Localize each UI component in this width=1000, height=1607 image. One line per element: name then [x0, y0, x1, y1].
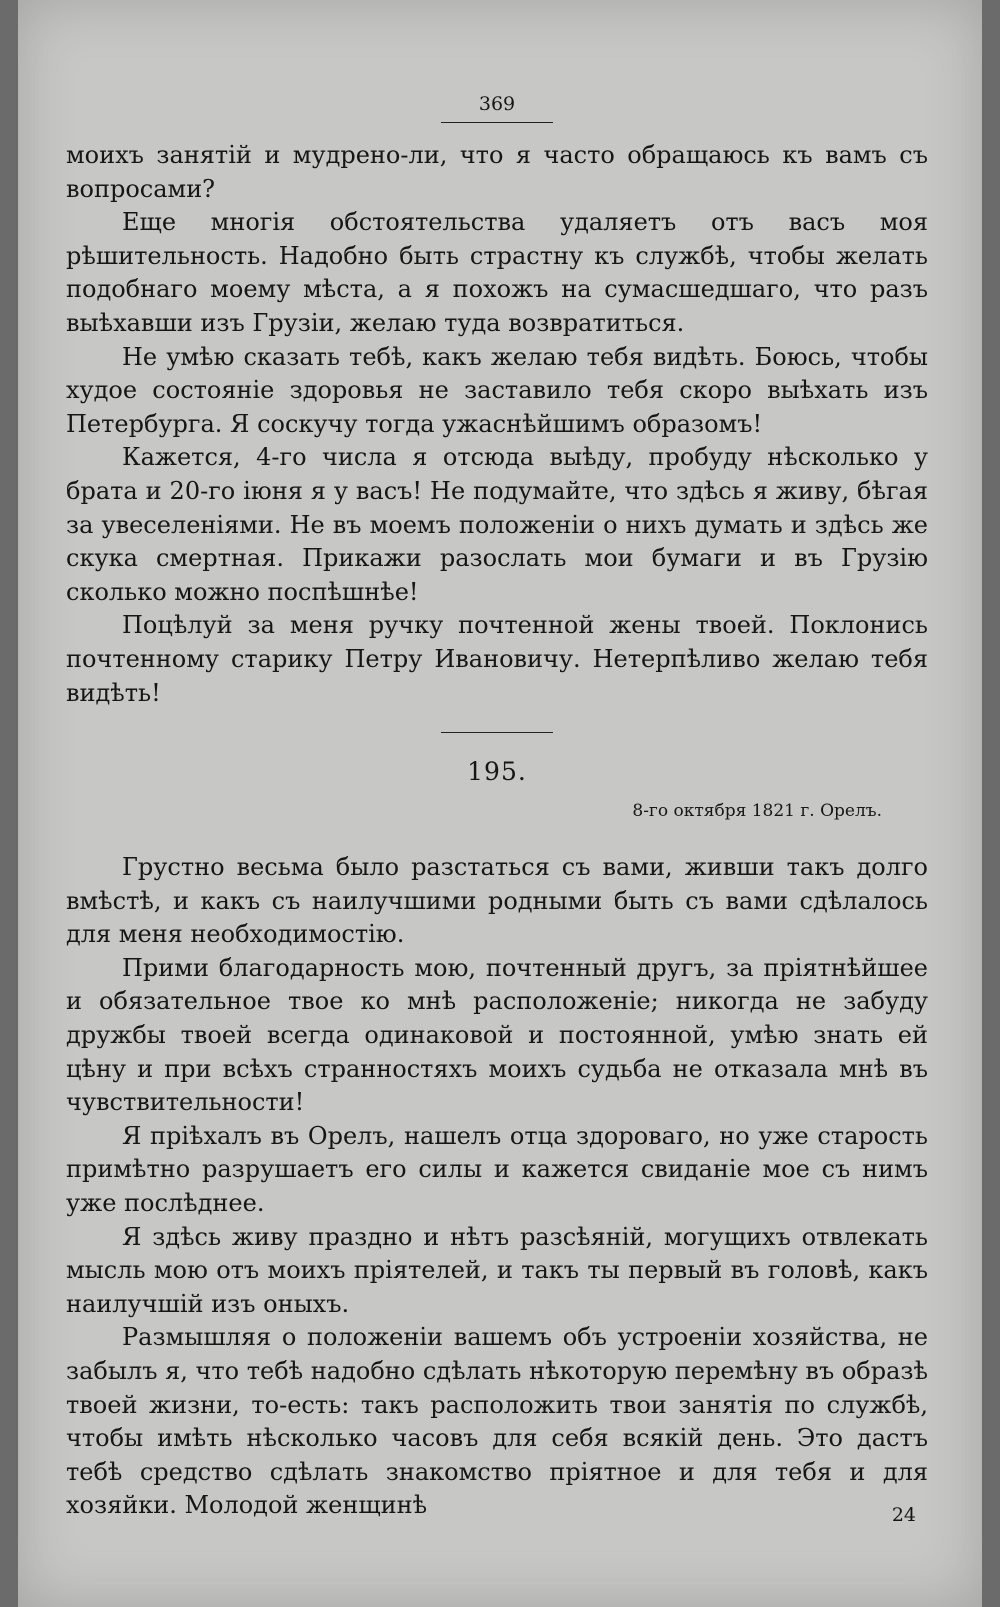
section-divider	[441, 732, 553, 733]
letter-194-continuation	[66, 139, 928, 710]
signature-mark: 24	[891, 1504, 916, 1526]
page-content	[66, 92, 928, 1523]
letter-195-body	[66, 851, 928, 1523]
paragraph: Я здѣсь живу праздно и нѣтъ разсѣяній, могущихъ отвлекать мысль мою отъ моихъ пріятелей, и такъ ты первый въ головѣ, какъ наилучшій изъ оныхъ.	[66, 1222, 928, 1318]
header-rule	[441, 122, 553, 123]
paragraph: Размышляя о положеніи вашемъ объ устроеніи хозяйства, не забылъ я, что тебѣ надобно сдѣлать нѣкоторую перемѣну въ образѣ твоей жизни, то-есть: такъ расположить твои занятія по службѣ, чтобы имѣть нѣсколько часовъ для себя всякій день. Это дастъ тебѣ средство сдѣлать знакомство пріятное и для тебя и для хозяйки. Молодой женщинѣ	[66, 1323, 928, 1520]
paragraph: Еще многія обстоятельства удаляетъ отъ васъ моя рѣшительность. Надобно быть страстну къ службѣ, чтобы желать подобнаго моему мѣста, а я похожъ на сумасшедшаго, что разъ выѣхавши изъ Грузіи, желаю туда возвратиться.	[66, 208, 928, 337]
page-number: 369	[478, 93, 516, 115]
letter-dateline: 8-го октября 1821 г. Орелъ.	[632, 801, 882, 822]
paragraph: Не умѣю сказать тебѣ, какъ желаю тебя видѣть. Боюсь, чтобы худое состояніе здоровья не заставило тебя скоро выѣхать изъ Петербурга. Я соскучу тогда ужаснѣйшимъ образомъ!	[66, 342, 928, 438]
paragraph: Кажется, 4-го числа я отсюда выѣду, пробуду нѣсколько у брата и 20-го іюня я у васъ! Не подумайте, что здѣсь я живу, бѣгая за увеселеніями. Не въ моемъ положеніи о нихъ думать и здѣсь же скука смертная. Прикажи разослать мои бумаги и въ Грузію сколько можно поспѣшнѣе!	[66, 443, 928, 606]
letter-number: 195.	[467, 757, 527, 787]
paragraph: Прими благодарность мою, почтенный другъ, за пріятнѣйшее и обязательное твое ко мнѣ расположеніе; никогда не забуду дружбы твоей всегда одинаковой и постоянной, умѣю знать ей цѣну и при всѣхъ странностяхъ моихъ судьба не отказала мнѣ въ чувствительности!	[66, 953, 928, 1117]
paragraph: Я пріѣхалъ въ Орелъ, нашелъ отца здороваго, но уже старость примѣтно разрушаетъ его силы и кажется свиданіе мое съ нимъ уже послѣднее.	[66, 1121, 928, 1218]
book-page	[18, 0, 982, 1607]
paragraph: Поцѣлуй за меня ручку почтенной жены твоей. Поклонись почтенному старику Петру Ивановичу. Нетерпѣливо желаю тебя видѣть!	[66, 611, 928, 707]
paragraph: Грустно весьма было разстаться съ вами, живши такъ долго вмѣстѣ, и какъ съ наилучшими родными быть съ вами сдѣлалось для меня необходимостію.	[66, 853, 928, 949]
paragraph: моихъ занятій и мудрено-ли, что я часто обращаюсь къ вамъ съ вопросами?	[66, 141, 928, 203]
